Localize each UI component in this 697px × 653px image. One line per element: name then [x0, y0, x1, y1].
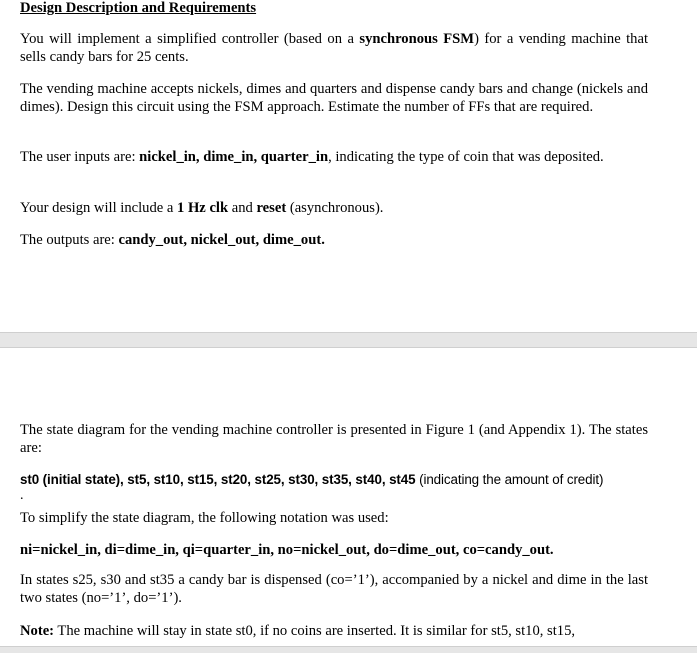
paragraph-states: [20, 471, 648, 489]
text-run: (asynchronous).: [286, 200, 384, 216]
text-run: The machine will stay in state st0, if no coins are inserted. It is similar for st5, st10, st15,: [54, 623, 576, 639]
paragraph-inputs: [20, 148, 648, 166]
paragraph-note: [20, 622, 648, 640]
text-run: (indicating the amount of credit): [415, 472, 604, 487]
paragraph-notation-intro: To simplify the state diagram, the following notation was used:: [20, 510, 389, 526]
page-bottom-edge: [0, 646, 697, 653]
paragraph-clock: [20, 199, 648, 217]
stray-dot: .: [20, 488, 24, 503]
paragraph-intro: [20, 30, 648, 66]
paragraph-dispense: In states s25, s30 and st35 a candy bar is dispensed (co=’1’), accompanied by a nickel and dime in the last two states (no=’1’, do=’1’).: [20, 572, 648, 606]
text-run: The outputs are:: [20, 232, 119, 248]
bold-run: nickel_in, dime_in, quarter_in: [139, 149, 329, 165]
bold-run: st0 (initial state), st5, st10, st15, st20, st25, st30, st35, st40, st45: [20, 472, 416, 487]
text-run: and: [228, 200, 257, 216]
paragraph-outputs: [20, 231, 648, 249]
page-separator: [0, 332, 697, 348]
text-run: Your design will include a: [20, 200, 178, 216]
text-run: , indicating the type of coin that was deposited.: [328, 149, 604, 165]
paragraph-state-diagram: The state diagram for the vending machine controller is presented in Figure 1 (and Appendix 1). The states are:: [20, 422, 648, 456]
section-heading: Design Description and Requirements: [20, 0, 257, 16]
text-run: You will implement a simplified controller (based on a: [20, 31, 360, 47]
document-page-2: [0, 348, 697, 653]
paragraph-notation: ni=nickel_in, di=dime_in, qi=quarter_in, no=nickel_out, do=dime_out, co=candy_out.: [20, 542, 554, 558]
bold-run: reset: [256, 200, 287, 216]
bold-run: candy_out, nickel_out, dime_out.: [118, 232, 325, 248]
paragraph-coins: The vending machine accepts nickels, dimes and quarters and dispense candy bars and change (nickels and dimes). Design this circuit using the FSM approach. Estimate the number of FFs that are required.: [20, 81, 648, 115]
text-run: The user inputs are:: [20, 149, 140, 165]
bold-run: 1 Hz clk: [177, 200, 229, 216]
bold-run: synchronous FSM: [359, 31, 475, 47]
text-run: ) for a vending machine that sells candy bars for 25 cents.: [20, 31, 649, 65]
bold-run: Note:: [20, 623, 55, 639]
